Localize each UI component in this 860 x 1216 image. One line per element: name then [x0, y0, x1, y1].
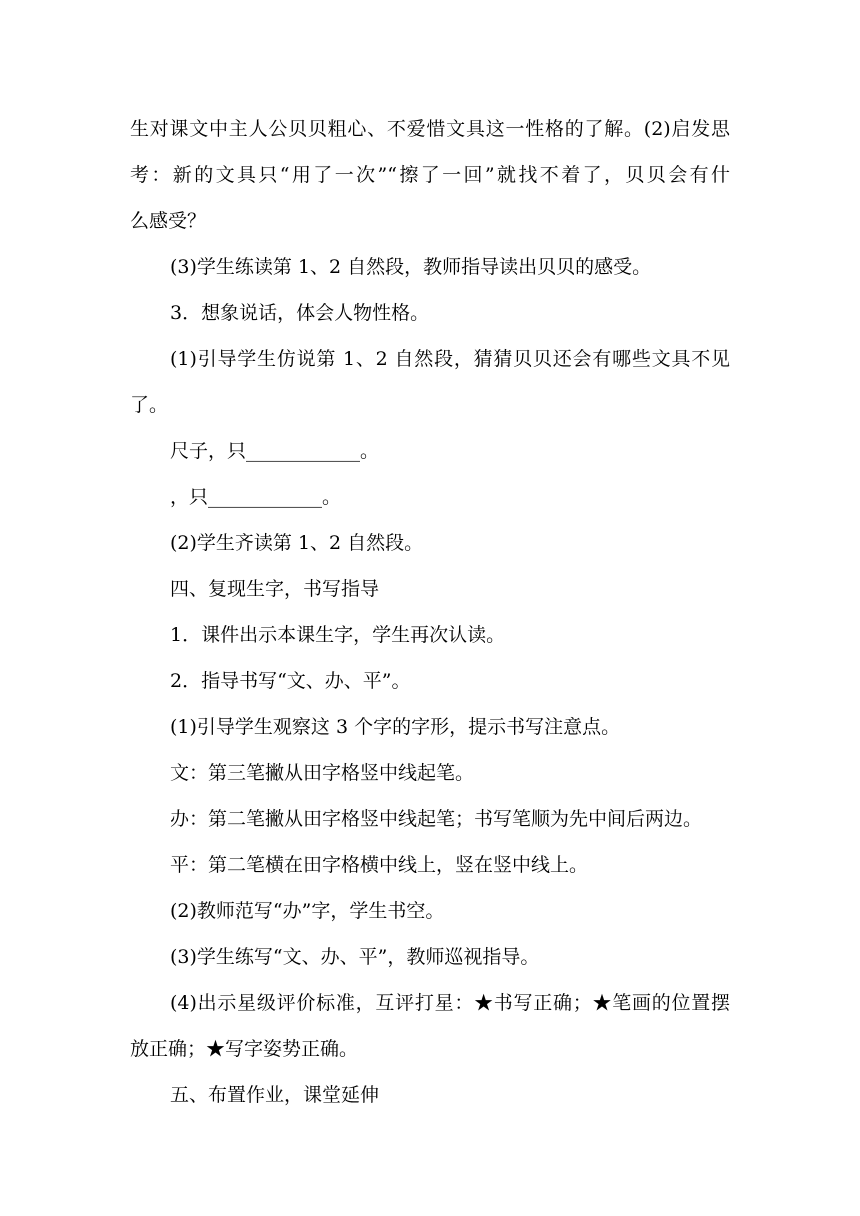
fill-blank-line: ，只____________。: [170, 486, 342, 508]
paragraph-line: 文：第三笔撇从田字格竖中线起笔。: [170, 762, 475, 784]
paragraph-line: 生对课文中主人公贝贝粗心、不爱惜文具这一性格的了解。(2)启发思: [130, 118, 730, 140]
section-item: 3．想象说话，体会人物性格。: [170, 302, 430, 324]
fill-blank-line: 尺子，只____________。: [170, 440, 380, 462]
paragraph-line: 放正确；★写字姿势正确。: [130, 1038, 359, 1060]
paragraph-line: (3)学生练读第 1、2 自然段，教师指导读出贝贝的感受。: [170, 256, 652, 278]
section-item: 2．指导书写“文、办、平”。: [170, 670, 411, 692]
paragraph-line: 了。: [130, 394, 169, 416]
paragraph-line: (4)出示星级评价标准，互评打星：★书写正确；★笔画的位置摆: [170, 992, 730, 1014]
paragraph-line: 么感受？: [130, 210, 207, 232]
paragraph-line: (1)引导学生观察这 3 个字的字形，提示书写注意点。: [170, 716, 621, 738]
section-item: 1．课件出示本课生字，学生再次认读。: [170, 624, 506, 646]
paragraph-line: (2)教师范写“办”字，学生书空。: [170, 900, 445, 922]
paragraph-line: (2)学生齐读第 1、2 自然段。: [170, 532, 424, 554]
paragraph-line: 考：新的文具只“用了一次”“擦了一回”就找不着了，贝贝会有什: [130, 164, 730, 186]
section-heading: 五、布置作业，课堂延伸: [170, 1084, 380, 1106]
paragraph-line: 平：第二笔横在田字格横中线上，竖在竖中线上。: [170, 854, 589, 876]
paragraph-line: (1)引导学生仿说第 1、2 自然段，猜猜贝贝还会有哪些文具不见: [170, 348, 730, 370]
paragraph-line: 办：第二笔撇从田字格竖中线起笔；书写笔顺为先中间后两边。: [170, 808, 703, 830]
section-heading: 四、复现生字，书写指导: [170, 578, 380, 600]
paragraph-line: (3)学生练写“文、办、平”，教师巡视指导。: [170, 946, 540, 968]
